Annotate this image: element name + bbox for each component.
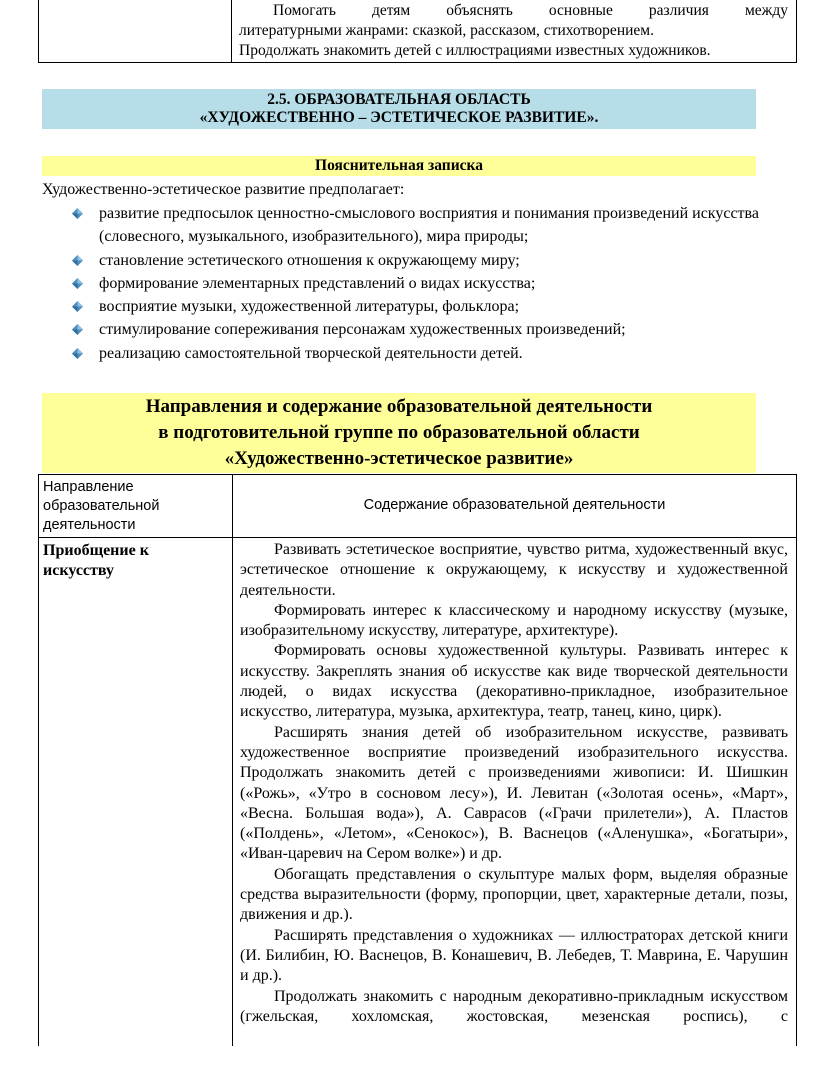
blue-diamond-bullet-icon	[72, 301, 83, 312]
directions-title-line: Направления и содержание образовательной деятельности	[145, 396, 653, 417]
intro-text: Художественно-эстетическое развитие предполагает:	[42, 181, 405, 198]
list-item-text: реализацию самостоятельной творческой деятельности детей.	[99, 344, 523, 362]
text-line: литературными жанрами: сказкой, рассказом, стихотворением.	[239, 22, 654, 39]
blue-diamond-bullet-icon	[72, 324, 83, 335]
content-paragraph: Обогащать представления о скульптуре малых форм, выделяя образные средства выразительности (форму, пропорции, цвет, характерные детали, позы, движения и др.).	[240, 865, 788, 924]
list-item	[72, 202, 772, 249]
blue-diamond-bullet-icon	[72, 208, 83, 219]
blue-diamond-bullet-icon	[72, 255, 83, 266]
note-title: Пояснительная записка	[315, 157, 483, 174]
list-item	[72, 318, 772, 341]
text-line: Продолжать знакомить детей с иллюстрациями известных художников.	[239, 42, 711, 59]
section-title	[42, 91, 756, 127]
top-table-fragment	[38, 0, 797, 63]
content-paragraph: Расширять знания детей об изобразительном искусстве, развивать художественное восприятие произведений изобразительного искусства. Продолжать знакомить детей с произведениями живописи: И. Шишкин («Рожь», «Утро в сосновом лесу»), И. Левитан («Золотая осень», «Март», «Весна. Большая вода»), А. Саврасов («Грачи прилетели»), А. Пластов («Полдень», «Летом», «Сенокос»), В. Васнецов («Аленушка», «Богатыри», «Иван-царевич на Сером волке») и др.	[240, 723, 788, 863]
text-line: Помогать детям объяснять основные различия между	[273, 2, 788, 19]
content-paragraph: Развивать эстетическое восприятие, чувство ритма, художественный вкус, эстетическое отношение к окружающему, к искусству и художественной деятельности.	[240, 541, 788, 599]
row-label-line: Приобщение к	[43, 542, 149, 559]
directions-title	[42, 394, 756, 472]
list-item	[72, 249, 772, 272]
content-paragraph: Формировать основы художественной культуры. Развивать интерес к искусству. Закреплять знания об искусстве как виде творческой деятельности людей, о видах искусства (декоративно-прикладное, изобразительное искусство, литература, музыка, архитектура, театр, танец, кино, цирк).	[240, 642, 788, 721]
column-divider	[232, 475, 233, 1046]
list-item	[72, 272, 772, 295]
row-divider	[39, 537, 796, 538]
top-table-cell	[239, 1, 788, 61]
blue-diamond-bullet-icon	[72, 348, 83, 359]
blue-diamond-bullet-icon	[72, 278, 83, 289]
section-title-line: 2.5. ОБРАЗОВАТЕЛЬНАЯ ОБЛАСТЬ	[267, 91, 531, 108]
directions-title-line: «Художественно-эстетическое развитие»	[224, 448, 574, 469]
list-item-text: становление эстетического отношения к окружающему миру;	[99, 251, 520, 269]
goals-list	[72, 202, 772, 365]
table-header-content: Содержание образовательной деятельности	[363, 497, 666, 513]
content-table	[38, 474, 797, 1046]
list-item-text: развитие предпосылок ценностно-смыслового восприятия и понимания произведений искусства (словесного, музыкального, изобразительного), мира природы;	[99, 205, 759, 246]
table-header-direction	[43, 478, 223, 535]
content-paragraph: Формировать интерес к классическому и народному искусству (музыке, изобразительному искусству, литературе, архитектуре).	[240, 601, 788, 640]
section-title-line: «ХУДОЖЕСТВЕННО – ЭСТЕТИЧЕСКОЕ РАЗВИТИЕ».	[199, 109, 599, 126]
list-item-text: восприятие музыки, художественной литературы, фольклора;	[99, 298, 520, 316]
header-line: Направление	[43, 479, 134, 495]
content-paragraph: Расширять представления о художниках — иллюстраторах детской книги (И. Билибин, Ю. Васнецов, В. Конашевич, В. Лебедев, Т. Маврина, Е. Чарушин и др.).	[240, 926, 788, 985]
list-item-text: формирование элементарных представлений о видах искусства;	[99, 274, 536, 292]
list-item	[72, 295, 772, 318]
directions-title-line: в подготовительной группе по образовательной области	[158, 422, 640, 443]
content-paragraph: Продолжать знакомить с народным декоративно-прикладным искусством (гжельская, хохломская, жостовская, мезенская роспись), с	[240, 987, 788, 1025]
row-direction-label	[43, 541, 223, 581]
row-label-line: искусству	[43, 562, 114, 579]
row-content	[240, 540, 788, 1027]
list-item-text: стимулирование сопереживания персонажам художественных произведений;	[99, 321, 626, 339]
column-divider	[231, 0, 232, 62]
list-item	[72, 342, 772, 365]
header-line: деятельности	[43, 517, 136, 533]
header-line: образовательной	[43, 498, 160, 514]
